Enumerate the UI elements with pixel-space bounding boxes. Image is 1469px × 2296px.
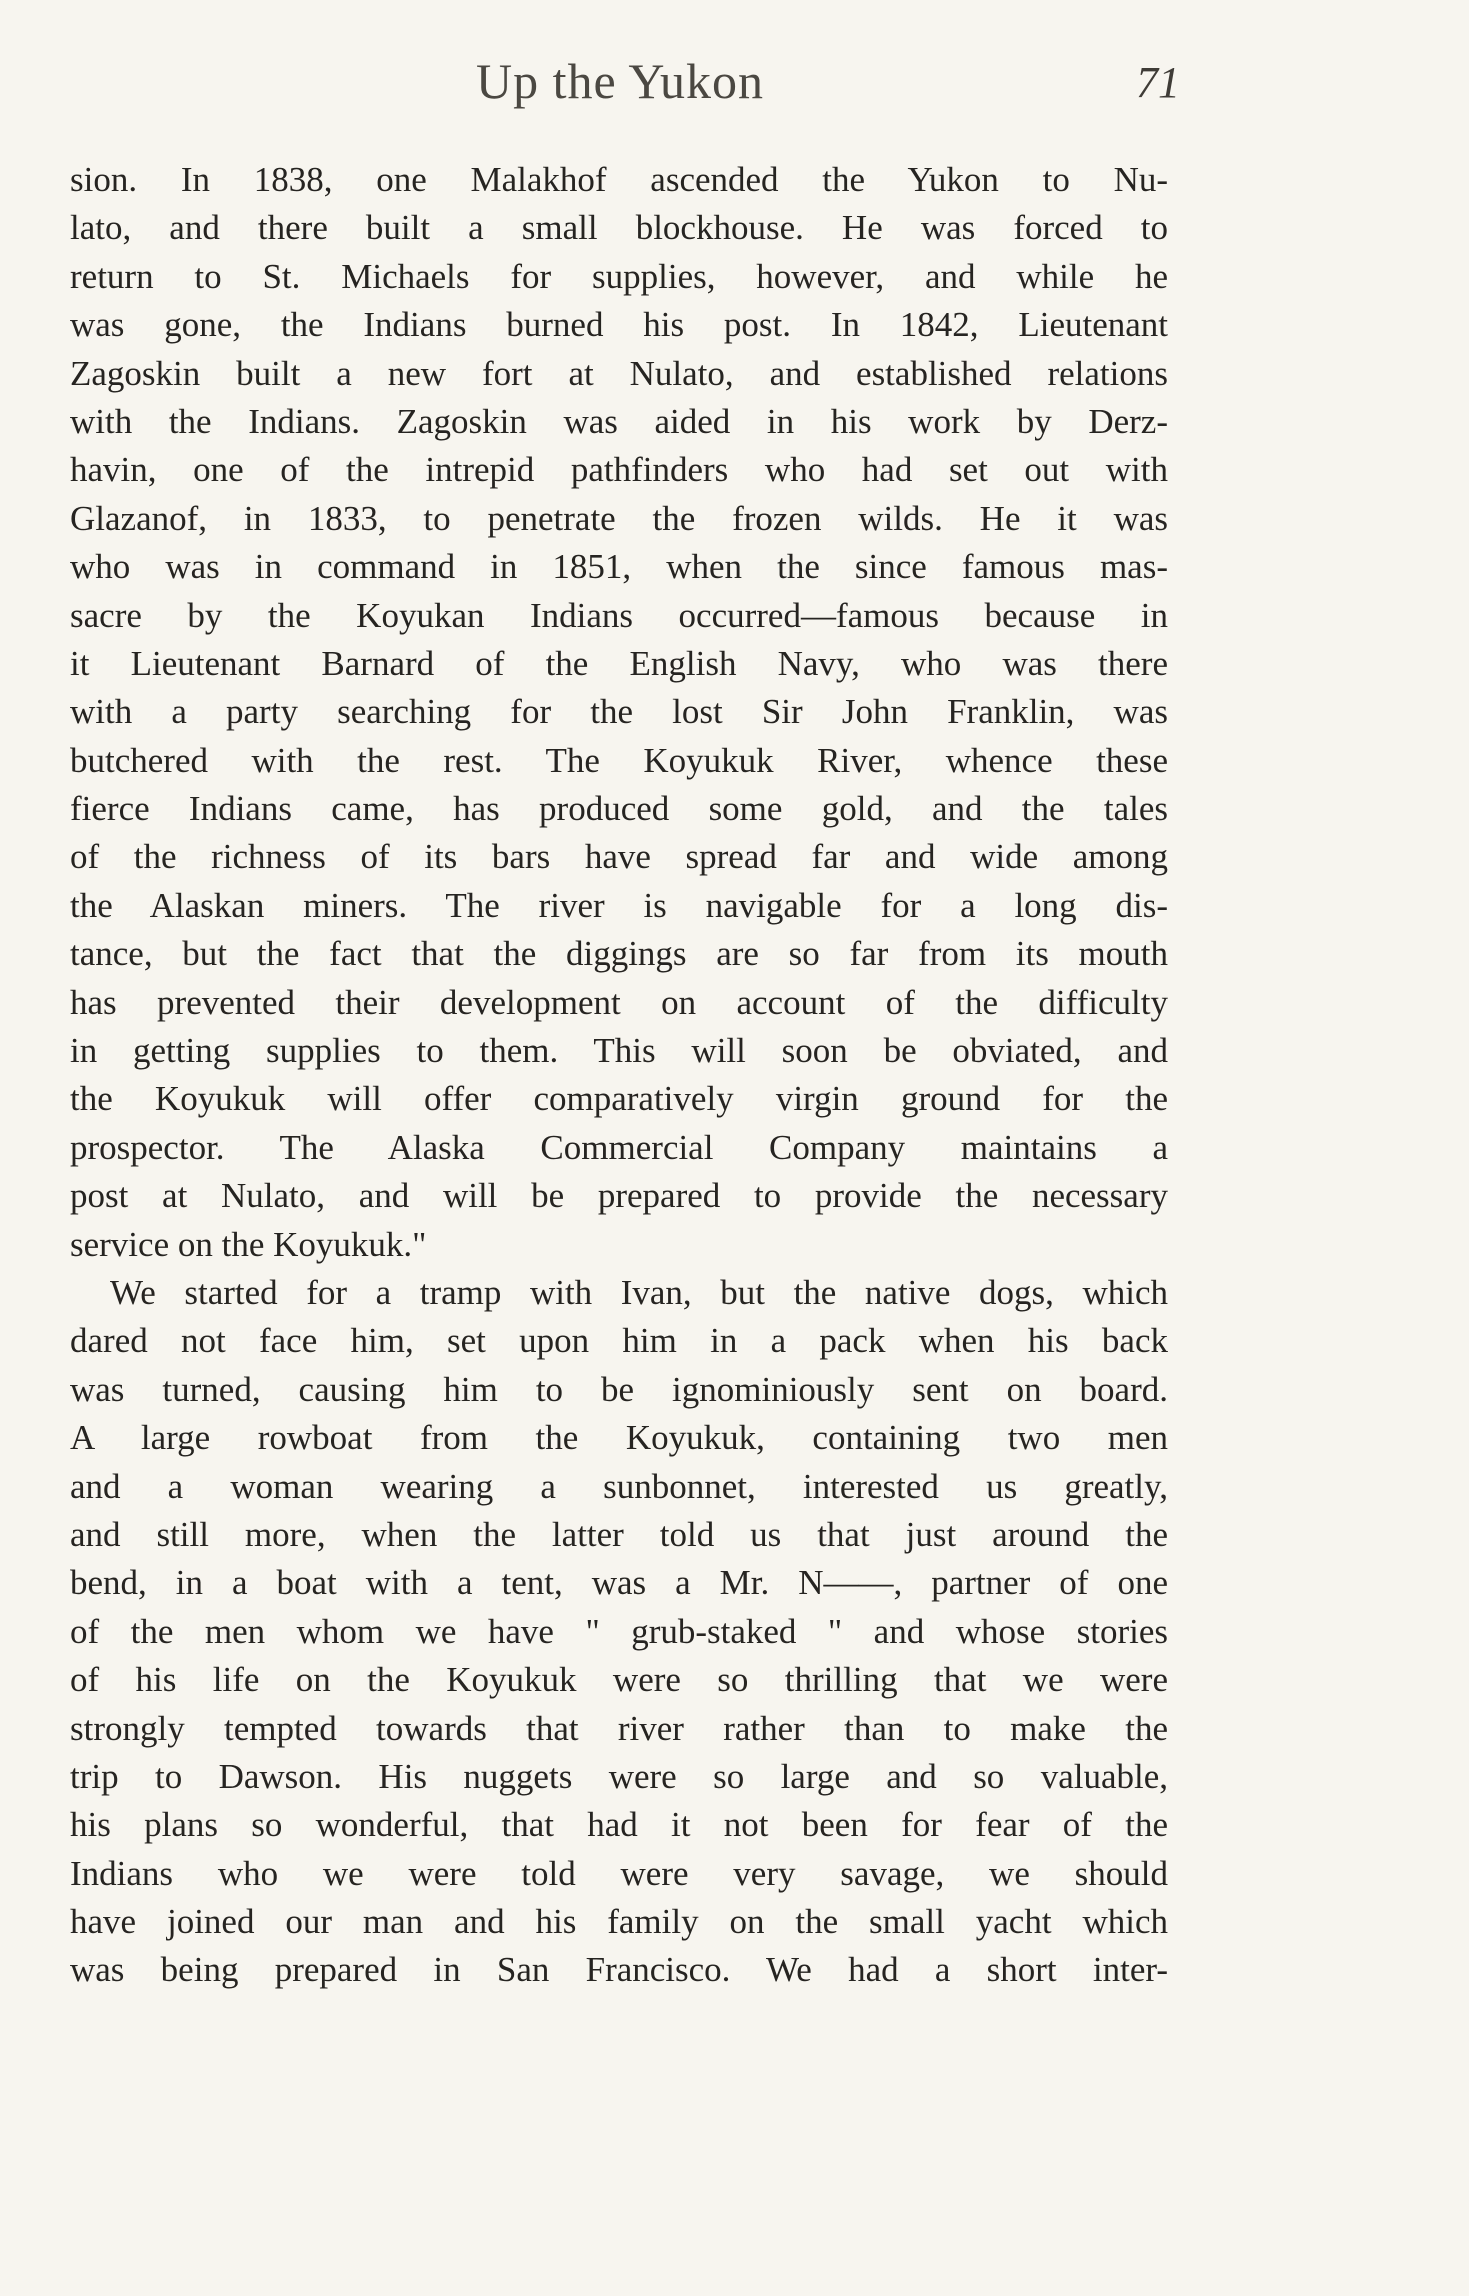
text-line: who was in command in 1851, when the since famous mas- bbox=[70, 547, 1168, 587]
text-line: was being prepared in San Francisco. We had a short inter- bbox=[70, 1950, 1168, 1990]
text-line: sion. In 1838, one Malakhof ascended the Yukon to Nu- bbox=[70, 160, 1168, 199]
text-line: was turned, causing him to be ignominiously sent on board. bbox=[70, 1369, 1168, 1409]
text-line: trip to Dawson. His nuggets were so large and so valuable, bbox=[70, 1756, 1168, 1796]
text-line: in getting supplies to them. This will soon be obviated, and bbox=[70, 1031, 1168, 1071]
text-line: the Koyukuk will offer comparatively virgin ground for the bbox=[70, 1079, 1168, 1119]
text-line: of the men whom we have " grub-staked " and whose stories bbox=[70, 1611, 1168, 1651]
running-head bbox=[70, 46, 1180, 116]
text-line: Glazanof, in 1833, to penetrate the frozen wilds. He it was bbox=[70, 498, 1168, 538]
text-line: butchered with the rest. The Koyukuk River, whence these bbox=[70, 740, 1168, 780]
text-line: A large rowboat from the Koyukuk, containing two men bbox=[70, 1418, 1168, 1458]
text-line: dared not face him, set upon him in a pack when his back bbox=[70, 1321, 1168, 1361]
text-line: of the richness of its bars have spread far and wide among bbox=[70, 837, 1168, 877]
body-text bbox=[70, 156, 1168, 1995]
text-line: with the Indians. Zagoskin was aided in his work by Derz- bbox=[70, 401, 1168, 441]
text-line: tance, but the fact that the diggings are so far from its mouth bbox=[70, 934, 1168, 974]
text-line: return to St. Michaels for supplies, however, and while he bbox=[70, 256, 1168, 296]
text-line: of his life on the Koyukuk were so thrilling that we were bbox=[70, 1660, 1168, 1700]
text-line: prospector. The Alaska Commercial Company maintains a bbox=[70, 1127, 1168, 1167]
text-line: with a party searching for the lost Sir John Franklin, was bbox=[70, 692, 1168, 732]
text-line: bend, in a boat with a tent, was a Mr. N——, partner of one bbox=[70, 1563, 1168, 1603]
text-line: post at Nulato, and will be prepared to provide the necessary bbox=[70, 1176, 1168, 1216]
text-line: has prevented their development on account of the difficulty bbox=[70, 982, 1168, 1022]
text-line: his plans so wonderful, that had it not been for fear of the bbox=[70, 1805, 1168, 1845]
text-line: lato, and there built a small blockhouse. He was forced to bbox=[70, 208, 1168, 248]
text-line: and still more, when the latter told us that just around the bbox=[70, 1514, 1168, 1554]
text-line: Indians who we were told were very savage, we should bbox=[70, 1853, 1168, 1893]
text-line: and a woman wearing a sunbonnet, interested us greatly, bbox=[70, 1466, 1168, 1506]
paragraph-start-line: We started for a tramp with Ivan, but the native dogs, which bbox=[110, 1272, 1168, 1312]
text-line: sacre by the Koyukan Indians occurred—famous because in bbox=[70, 595, 1168, 635]
running-title: Up the Yukon bbox=[476, 53, 764, 109]
text-line: the Alaskan miners. The river is navigable for a long dis- bbox=[70, 885, 1168, 925]
text-line: havin, one of the intrepid pathfinders who had set out with bbox=[70, 450, 1168, 490]
text-line: strongly tempted towards that river rather than to make the bbox=[70, 1708, 1168, 1748]
text-line: Zagoskin built a new fort at Nulato, and established relations bbox=[70, 353, 1168, 393]
text-line: was gone, the Indians burned his post. In 1842, Lieutenant bbox=[70, 305, 1168, 345]
text-line: have joined our man and his family on the small yacht which bbox=[70, 1902, 1168, 1942]
text-line: it Lieutenant Barnard of the English Navy, who was there bbox=[70, 643, 1168, 683]
text-line: fierce Indians came, has produced some gold, and the tales bbox=[70, 789, 1168, 829]
page-number: 71 bbox=[1136, 58, 1180, 107]
paragraph-end-line: service on the Koyukuk." bbox=[70, 1224, 427, 1264]
